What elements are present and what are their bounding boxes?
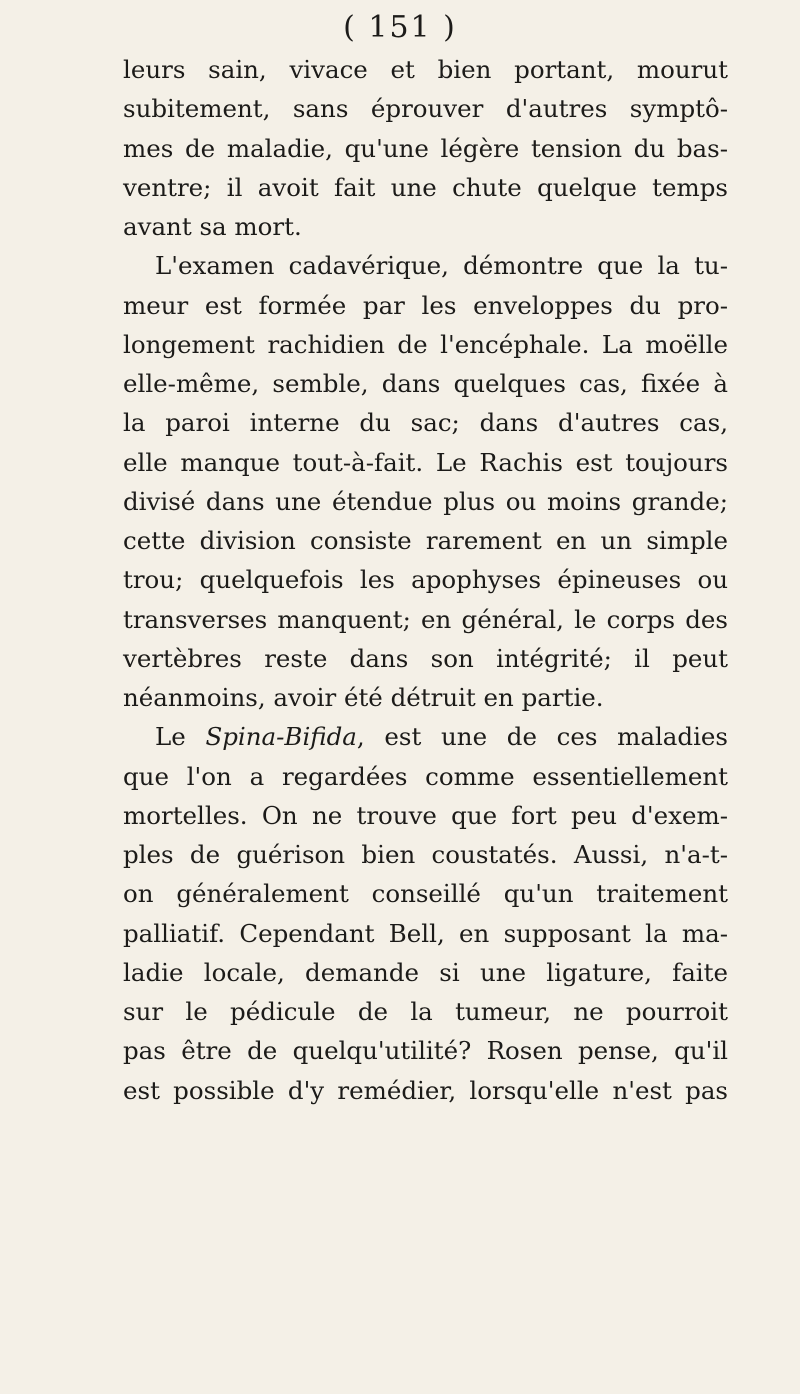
text-line: elle manque tout-à-fait. Le Rachis est toujours (123, 447, 728, 477)
text-line: ladie locale, demande si une ligature, faite (123, 957, 728, 987)
italic-term: Spina-Bifida (205, 722, 357, 752)
text-line: ventre; il avoit fait une chute quelque temps (123, 172, 728, 202)
text-line: palliatif. Cependant Bell, en supposant la ma- (123, 918, 728, 948)
text-fragment: Le (155, 722, 206, 752)
text-line: mortelles. On ne trouve que fort peu d'exem- (123, 800, 728, 830)
text-line: pas être de quelqu'utilité? Rosen pense, qu'il (123, 1036, 728, 1066)
text-line: mes de maladie, qu'une légère tension du bas- (123, 133, 728, 163)
text-line: subitement, sans éprouver d'autres symptô- (123, 94, 728, 124)
page-number: ( 151 ) (343, 10, 457, 45)
text-line: cette division consiste rarement en un simple (123, 526, 728, 555)
text-line: avant sa mort. (123, 212, 302, 241)
text-line: elle-même, semble, dans quelques cas, fixée à (123, 369, 728, 398)
text-line: que l'on a regardées comme essentiellement (123, 761, 728, 791)
text-line: sur le pédicule de la tumeur, ne pourroit (123, 997, 728, 1026)
text-fragment: , est une de ces maladies (356, 722, 728, 752)
text-line: vertèbres reste dans son intégrité; il peut (123, 643, 728, 673)
text-line: leurs sain, vivace et bien portant, mourut (123, 55, 728, 84)
text-line: la paroi interne du sac; dans d'autres cas, (123, 408, 728, 438)
text-line: ples de guérison bien coustatés. Aussi, n'a-t- (123, 840, 728, 869)
text-line-with-italic (123, 717, 728, 756)
body-text (123, 50, 728, 1110)
text-line: on généralement conseillé qu'un traitement (123, 879, 728, 909)
text-line: longement rachidien de l'encéphale. La moëlle (123, 329, 728, 359)
text-line: divisé dans une étendue plus ou moins grande; (123, 486, 728, 516)
text-line: L'examen cadavérique, démontre que la tu- (155, 251, 728, 281)
text-line: transverses manquent; en général, le corps des (123, 604, 728, 634)
text-line: trou; quelquefois les apophyses épineuses ou (123, 565, 728, 595)
text-line: est possible d'y remédier, lorsqu'elle n'est pas (123, 1075, 728, 1105)
text-line: meur est formée par les enveloppes du pro- (123, 290, 728, 320)
text-line: néanmoins, avoir été détruit en partie. (123, 683, 604, 712)
